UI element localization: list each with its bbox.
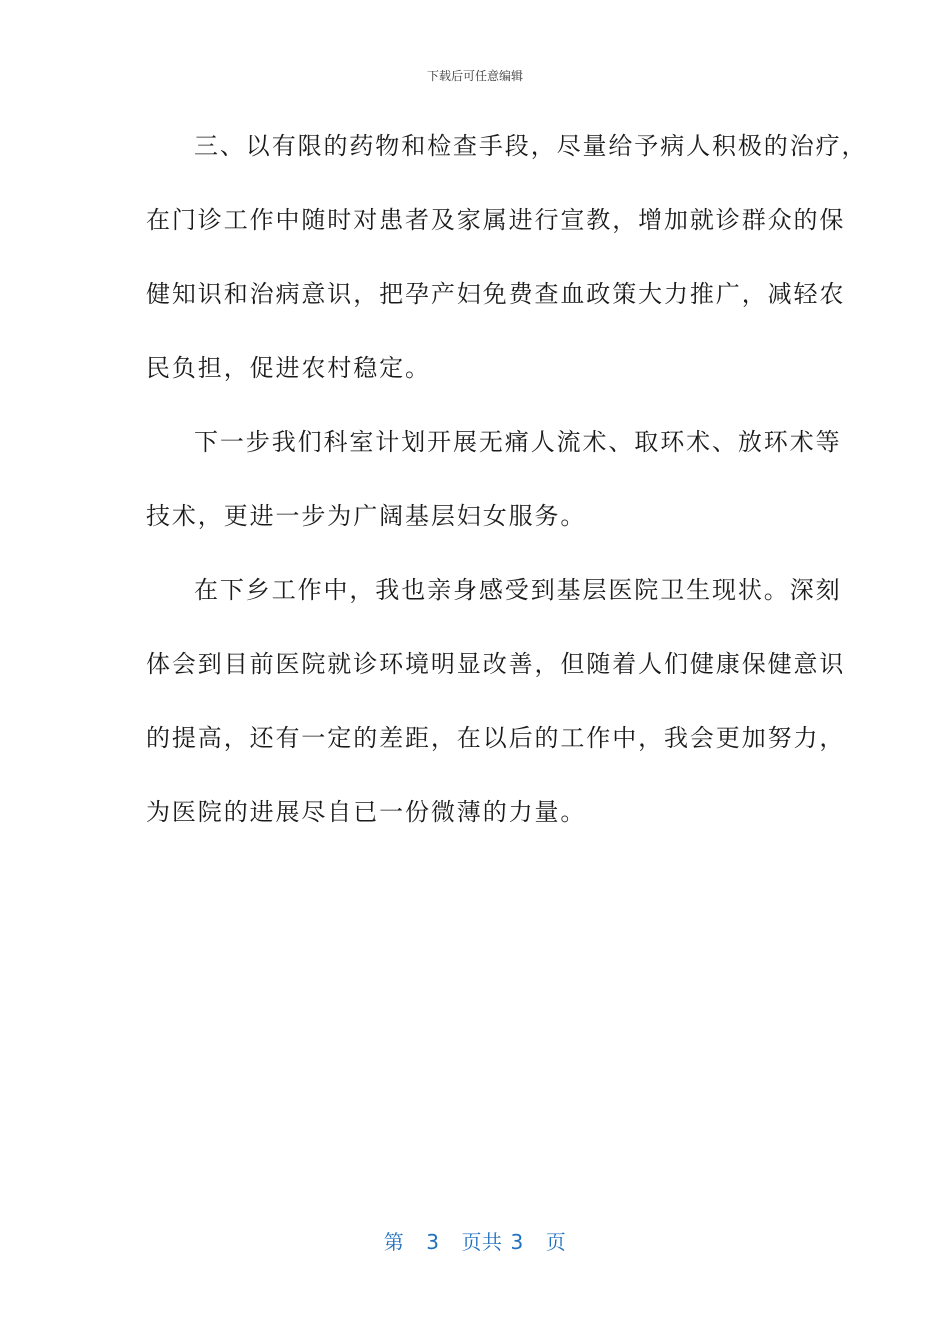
paragraph-line: 下一步我们科室计划开展无痛人流术、取环术、放环术等 (194, 428, 842, 456)
page-label-mid: 页共 (461, 1230, 503, 1254)
total-page-number: 3 (510, 1230, 524, 1254)
paragraph-line: 民负担，促进农村稳定。 (146, 354, 431, 382)
page-footer (0, 1226, 950, 1255)
paragraph-line: 的提高，还有一定的差距，在以后的工作中，我会更加努力， (146, 724, 846, 752)
paragraph-line: 为医院的进展尽自已一份微薄的力量。 (146, 798, 587, 826)
page-label-suffix: 页 (545, 1230, 567, 1254)
paragraph-line: 在下乡工作中，我也亲身感受到基层医院卫生现状。深刻 (194, 576, 842, 604)
page-header: 下载后可任意编辑 (426, 69, 523, 83)
paragraph-line: 健知识和治病意识，把孕产妇免费查血政策大力推广，减轻农 (146, 280, 846, 308)
paragraph-line: 技术，更进一步为广阔基层妇女服务。 (146, 502, 587, 530)
paragraph-line: 体会到目前医院就诊环境明显改善，但随着人们健康保健意识 (146, 650, 846, 678)
paragraph-line: 三、以有限的药物和检查手段，尽量给予病人积极的治疗， (194, 132, 868, 160)
page-label-prefix: 第 (383, 1230, 405, 1254)
paragraph-line: 在门诊工作中随时对患者及家属进行宣教，增加就诊群众的保 (146, 206, 846, 234)
current-page-number: 3 (426, 1230, 440, 1254)
